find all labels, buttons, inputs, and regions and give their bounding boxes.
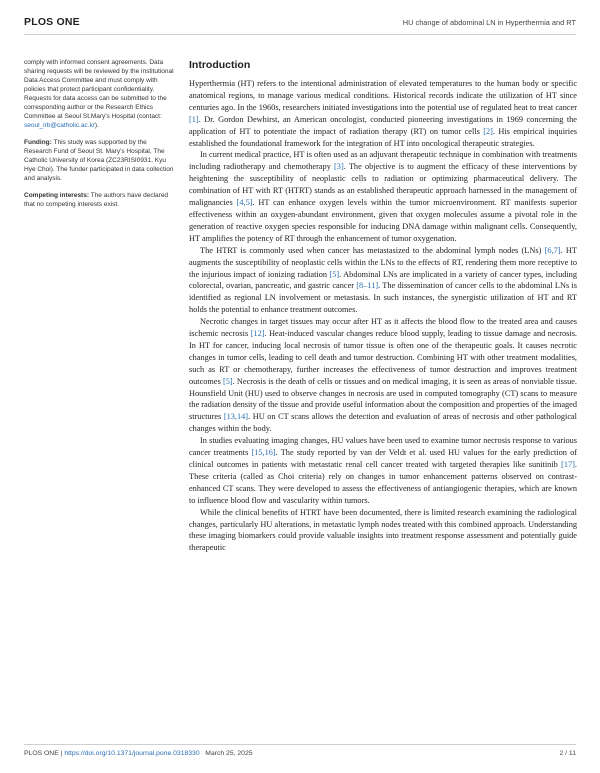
text-run: . The study reported by van der Veldt et al. used HU values for the early prediction of clinical outcomes in patients with metastatic renal cell cancer treated with targeted therapies like sunitinib: [189, 448, 577, 469]
paragraph: [189, 78, 577, 149]
section-heading: Introduction: [189, 59, 251, 71]
text-run: . The objective is to augment the efficacy of these interventions by heightening the susceptibility of neoplastic cells to radiation or optimizing pharmaceutical delivery. The combination of HT with RT (HTRT) stands as an established therapeutic approach harnessed in the management of malignancies: [189, 162, 577, 208]
page-footer: [24, 744, 576, 759]
text-run: . HT augments the susceptibility of neoplastic cells within the LNs to the effects of RT, rendering them more receptive to the injurious impact of ionizing radiation: [189, 245, 577, 279]
text-run: . Necrosis is the death of cells or tissues and on medical imaging, it is seen as areas of nonviable tissue. Hounsfield Unit (HU) used to observe changes in necrosis are used in computed tomography (CT) scans to measure the radiation density of the tissue and provide useful information about the composition and properties of the imaged structures: [189, 376, 578, 422]
citation-link[interactable]: [17]: [561, 460, 575, 469]
funding-label: Funding:: [24, 139, 52, 146]
paragraph: [189, 435, 577, 506]
text-run: Necrotic changes in target tissues may occur after HT as it affects the blood flow to the treated area and causes ischemic necrosis: [189, 317, 577, 339]
paragraph: [189, 245, 577, 316]
citation-link[interactable]: [15,16]: [251, 448, 276, 458]
text-run: . HU on CT scans allows the detection and evaluation of areas of necrosis and other pathological changes within the body.: [189, 412, 577, 434]
consent-text: comply with informed consent agreements. Data sharing requests will be reviewed by the institutional Data Access Committee and must comply with policies that protect participant confidentiality. Requests for data access can be submitted to the corresponding author or the Research Ethics Committee at Seoul St.Mary's Hospital (contact:: [24, 59, 174, 120]
sidebar: [24, 58, 174, 217]
citation-link[interactable]: [6,7]: [544, 245, 561, 255]
publication-date: March 25, 2025: [205, 750, 253, 757]
irb-email-link[interactable]: seoul_irb@catholic.ac.kr: [24, 122, 95, 129]
text-run: . His empirical inquiries established the foundational framework for the integration of HT into oncological therapeutic strategies.: [189, 126, 577, 148]
paragraph: [189, 149, 577, 244]
funding-text: This study was supported by the Research Fund of Seoul St. Mary's Hospital, The Catholic University of Korea (ZC23RISI0931, Kyu Hye Choi). The funder participated in data collection and analysis.: [24, 139, 174, 182]
journal-logo: PLOS ONE: [24, 16, 80, 28]
citation-link[interactable]: [1]: [189, 114, 199, 124]
citation-link[interactable]: [5]: [222, 376, 233, 386]
citation-link[interactable]: [12]: [250, 329, 265, 339]
citation-link[interactable]: [5]: [329, 269, 340, 279]
consent-end: ).: [94, 122, 99, 129]
page-header: [24, 14, 576, 35]
citation-link[interactable]: [4,5]: [236, 198, 253, 208]
competing-label: Competing interests:: [24, 192, 90, 199]
text-run: . The dissemination of cancer cells to the abdominal LNs is identified as regional LN involvement or metastasis. In such instances, the synergistic utilization of HT and RT holds the potential to enhance treatment outcomes.: [189, 281, 577, 315]
main-content: [189, 59, 577, 554]
text-run: . Dr. Gordon Dewhirst, an American oncologist, conducted pioneering investigations in 1969 concerning the application of HT to potentiate the impact of radiation therapy (RT) on tumor cells: [189, 114, 577, 136]
text-run: Hyperthermia (HT) refers to the intentional administration of elevated temperatures to the human body or specific anatomical regions, to manage various medical conditions. Historical records indicate the utilization of HT since centuries ago. In the 1960s, researchers initiated investigations into the potential use of regulated heat to treat cancer: [189, 79, 577, 112]
citation-link[interactable]: [8–11]: [356, 281, 379, 291]
running-title: HU change of abdominal LN in Hyperthermia and RT: [402, 18, 576, 27]
text-run: . Abdominal LNs are implicated in a variety of cancer types, including colorectal, ovarian, pancreatic, and gastric cancer: [189, 269, 577, 291]
competing-interests-note: [24, 191, 174, 209]
citation-link[interactable]: [2]: [483, 126, 493, 136]
page-number: 2 / 11: [559, 750, 576, 757]
paragraph: While the clinical benefits of HTRT have been documented, there is limited research examining the radiological changes, particularly HU alterations, in metastatic lymph nodes treated with this combined approach. Understanding these imaging biomarkers could provide valuable insights into treatment response assessment and potentially guide therapeutic: [189, 507, 577, 553]
text-run: . These criteria (called as Choi criteria) rely on changes in tumor enhancement patterns observed on contrast-enhanced CT scans. They were developed to assess the effectiveness of antiangiogenic therapies, which are known to influence blood flow and vascularity within tumors.: [189, 460, 577, 505]
footer-journal: PLOS ONE: [24, 750, 59, 757]
data-availability-note: [24, 58, 174, 130]
citation-link[interactable]: [3]: [334, 162, 344, 172]
text-run: In studies evaluating imaging changes, HU values have been used to examine tumor necrosis response to various cancer treatments: [189, 436, 577, 458]
footer-separator: |: [58, 750, 65, 757]
text-run: In current medical practice, HT is often used as an adjuvant therapeutic technique in combination with treatments including radiotherapy and chemotherapy: [189, 150, 577, 172]
paragraph: [189, 316, 577, 435]
text-run: The HTRT is commonly used when cancer has metastasized to the abdominal lymph nodes (LNs): [200, 245, 545, 255]
funding-note: [24, 138, 174, 183]
text-run: . HT can enhance oxygen levels within the tumor microenvironment. RT manifests superior effectiveness within an oxygen-abundant environment, given that oxygen molecules assume a pivotal role in the generation of reactive oxygen species responsible for inducing DNA damage within malignant cells. Consequently, HT amplifies the potency of RT through the enhancement of tumor oxygenation.: [189, 198, 577, 243]
citation-link[interactable]: [13,14]: [223, 412, 249, 422]
doi-link[interactable]: https://doi.org/10.1371/journal.pone.0318330: [64, 750, 200, 757]
footer-citation: [24, 750, 253, 757]
competing-text: The authors have declared that no competing interests exist.: [24, 192, 169, 208]
text-run: . Heat-induced vascular changes reduce blood supply, leading to tissue damage and necrosis. In HT for cancer, inducing local necrosis of tumor tissue is often one of the therapeutic goals. It causes necrotic changes in tumor cells, leading to cell death and tumor destruction. Combining HT with other treatment modalities, such as RT or chemotherapy, further increases the effectiveness of tumor destruction and improves treatment outcomes: [189, 329, 578, 386]
